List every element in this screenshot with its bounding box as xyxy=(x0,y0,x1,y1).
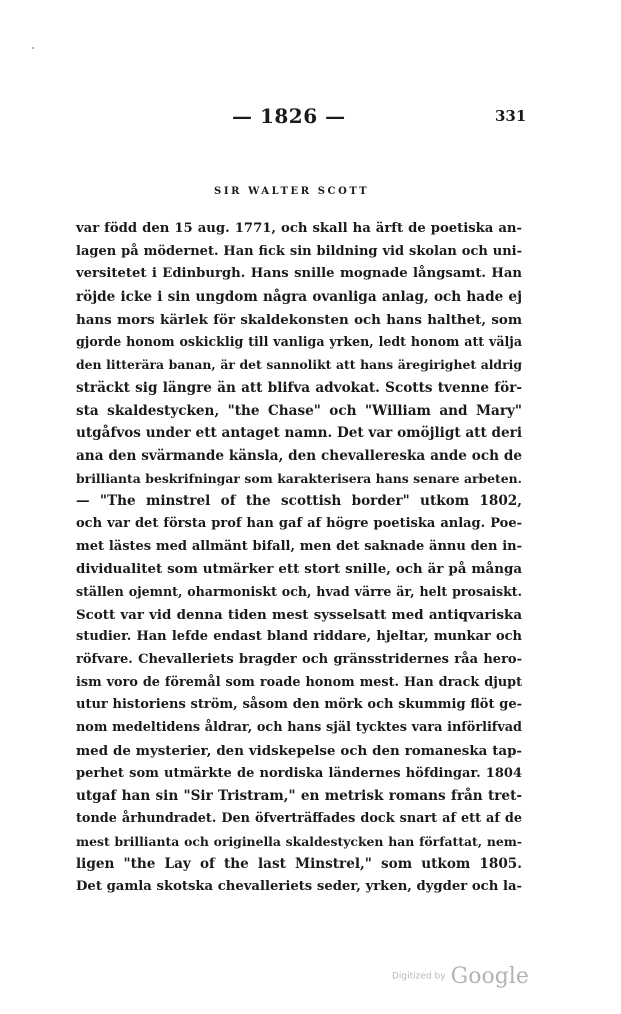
text-line: sta skaldestycken, "the Chase" och "William and Mary" xyxy=(76,402,522,419)
text-line: brillianta beskrifningar som karakterisera hans senare arbeten. xyxy=(76,470,522,486)
text-line: med de mysterier, den vidskepelse och den romaneska tap- xyxy=(76,742,522,759)
text-line: met lästes med allmänt bifall, men det saknade ännu den in- xyxy=(76,538,522,554)
text-line: den litterära banan, är det sannolikt att hans äregirighet aldrig xyxy=(76,357,522,373)
text-line: ställen ojemnt, oharmoniskt och, hvad värre är, helt prosaiskt. xyxy=(76,584,522,599)
text-line: och var det första prof han gaf af högre poetiska anlag. Poe- xyxy=(76,515,522,531)
text-line: gjorde honom oskicklig till vanliga yrken, ledt honom att välja xyxy=(76,334,522,350)
text-line: röfvare. Chevalleriets bragder och gränsstridernes råa hero- xyxy=(76,652,522,668)
text-line: lagen på mödernet. Han fick sin bildning vid skolan och uni- xyxy=(76,243,522,259)
digitization-watermark xyxy=(392,964,529,989)
watermark-prefix: Digitized by xyxy=(392,971,446,982)
text-line: ana den svärmande känsla, den chevallereska ande och de xyxy=(76,447,522,464)
text-line: Scott var vid denna tiden mest sysselsatt med antiqvariska xyxy=(76,606,522,623)
text-line: röjde icke i sin ungdom några ovanliga anlag, och hade ej xyxy=(76,289,522,306)
text-line: nom medeltidens åldrar, och hans själ tycktes vara införlifvad xyxy=(76,720,522,736)
section-title: SIR WALTER SCOTT xyxy=(214,186,370,197)
google-logo-text: Google xyxy=(450,964,529,989)
text-line: var född den 15 aug. 1771, och skall ha ärft de poetiska an- xyxy=(76,221,522,236)
text-line: ligen "the Lay of the last Minstrel," som utkom 1805. xyxy=(76,856,522,873)
text-line: ism voro de föremål som roade honom mest. Han drack djupt xyxy=(76,674,522,690)
page-speck xyxy=(32,47,34,49)
text-line: versitetet i Edinburgh. Hans snille mognade långsamt. Han xyxy=(76,266,522,282)
text-line: Det gamla skotska chevalleriets seder, yrken, dygder och la- xyxy=(76,878,522,894)
text-line: utgaf han sin "Sir Tristram," en metrisk romans från tret- xyxy=(76,788,522,805)
text-line: studier. Han lefde endast bland riddare, hjeltar, munkar och xyxy=(76,629,522,645)
text-line: dividualitet som utmärker ett stort snille, och är på många xyxy=(76,561,522,578)
text-line: hans mors kärlek för skaldekonsten och hans halthet, som xyxy=(76,311,522,328)
text-line: utgåfvos under ett antaget namn. Det var omöjligt att deri xyxy=(76,425,522,442)
text-line: — "The minstrel of the scottish border" utkom 1802, xyxy=(76,493,522,510)
page-number: 331 xyxy=(495,107,527,125)
text-line: perhet som utmärkte de nordiska ländernes höfdingar. 1804 xyxy=(76,765,522,781)
text-line: utur historiens ström, såsom den mörk och skummig flöt ge- xyxy=(76,697,522,713)
running-head-year: — 1826 — xyxy=(232,104,346,128)
body-text xyxy=(76,218,522,899)
text-line: sträckt sig längre än att blifva advokat. Scotts tvenne för- xyxy=(76,379,522,396)
text-line: mest brillianta och originella skaldestycken han författat, nem- xyxy=(76,833,522,849)
text-line: tonde århundradet. Den öfverträffades dock snart af ett af de xyxy=(76,810,522,826)
